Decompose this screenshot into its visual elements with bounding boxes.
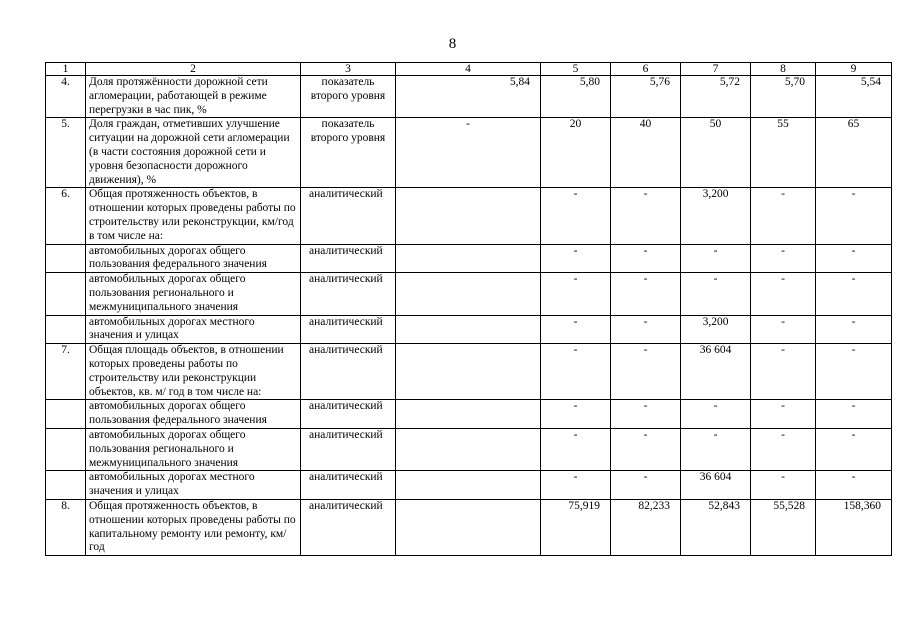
value-cell: 65 — [816, 118, 892, 188]
value-cell: 50 — [681, 118, 751, 188]
header-cell: 4 — [396, 63, 541, 76]
row-number — [46, 471, 86, 500]
value-cell — [396, 344, 541, 400]
indicator-name: автомобильных дорогах общего пользования регионального и межмуниципального значения — [86, 428, 301, 470]
header-cell: 8 — [751, 63, 816, 76]
value-cell: 40 — [611, 118, 681, 188]
header-cell: 7 — [681, 63, 751, 76]
value-cell — [396, 244, 541, 273]
indicator-type: аналитический — [301, 344, 396, 400]
row-number — [46, 428, 86, 470]
indicator-name: автомобильных дорогах местного значения и улицах — [86, 315, 301, 344]
value-cell — [396, 428, 541, 470]
table-row — [46, 118, 892, 188]
column-number-header — [46, 63, 892, 76]
value-cell: - — [681, 244, 751, 273]
value-cell: - — [816, 188, 892, 244]
value-cell — [396, 188, 541, 244]
indicator-type: аналитический — [301, 471, 396, 500]
value-cell: - — [816, 273, 892, 315]
value-cell: - — [541, 244, 611, 273]
value-cell: - — [611, 400, 681, 429]
value-cell: - — [541, 188, 611, 244]
indicator-type: аналитический — [301, 400, 396, 429]
value-cell — [396, 315, 541, 344]
value-cell: - — [816, 315, 892, 344]
indicator-type: аналитический — [301, 244, 396, 273]
value-cell: - — [816, 428, 892, 470]
indicator-type: аналитический — [301, 315, 396, 344]
indicator-name: автомобильных дорогах местного значения и улицах — [86, 471, 301, 500]
value-cell: - — [816, 400, 892, 429]
value-cell: - — [541, 471, 611, 500]
indicator-name: автомобильных дорогах общего пользования федерального значения — [86, 244, 301, 273]
value-cell: - — [751, 244, 816, 273]
value-cell: 55,528 — [751, 499, 816, 555]
indicator-name: автомобильных дорогах общего пользования регионального и межмуниципального значения — [86, 273, 301, 315]
header-cell: 2 — [86, 63, 301, 76]
value-cell: - — [681, 273, 751, 315]
table-row — [46, 315, 892, 344]
value-cell: 3,200 — [681, 315, 751, 344]
value-cell: - — [681, 400, 751, 429]
table-row — [46, 344, 892, 400]
value-cell: - — [611, 428, 681, 470]
value-cell: 5,72 — [681, 76, 751, 118]
value-cell — [396, 471, 541, 500]
row-number — [46, 400, 86, 429]
value-cell: - — [611, 315, 681, 344]
page-number: 8 — [448, 36, 457, 52]
row-number — [46, 315, 86, 344]
value-cell: - — [816, 471, 892, 500]
value-cell: - — [541, 273, 611, 315]
value-cell: 82,233 — [611, 499, 681, 555]
value-cell: - — [541, 344, 611, 400]
value-cell: - — [611, 273, 681, 315]
header-cell: 5 — [541, 63, 611, 76]
value-cell: 5,70 — [751, 76, 816, 118]
indicators-table — [45, 62, 892, 556]
value-cell: - — [611, 344, 681, 400]
indicator-name: Доля протяжённости дорожной сети агломерации, работающей в режиме перегрузки в час пик, % — [86, 76, 301, 118]
row-number: 4. — [46, 76, 86, 118]
value-cell: - — [396, 118, 541, 188]
indicator-name: Общая протяженность объектов, в отношении которых проведены работы по строительству или реконструкции, км/год в том числе на: — [86, 188, 301, 244]
value-cell: - — [611, 244, 681, 273]
indicator-name: Доля граждан, отметивших улучшение ситуации на дорожной сети агломерации (в части состояния дорожной сети и уровня безопасности дорожного движения), % — [86, 118, 301, 188]
value-cell: 5,80 — [541, 76, 611, 118]
indicator-type: показатель второго уровня — [301, 76, 396, 118]
value-cell — [396, 400, 541, 429]
value-cell: - — [816, 244, 892, 273]
value-cell: 158,360 — [816, 499, 892, 555]
value-cell — [396, 499, 541, 555]
header-cell: 1 — [46, 63, 86, 76]
value-cell: - — [751, 428, 816, 470]
value-cell: - — [816, 344, 892, 400]
table-row — [46, 499, 892, 555]
value-cell: 36 604 — [681, 344, 751, 400]
row-number: 6. — [46, 188, 86, 244]
table-row — [46, 76, 892, 118]
value-cell: - — [611, 471, 681, 500]
value-cell: - — [541, 400, 611, 429]
value-cell: - — [541, 315, 611, 344]
value-cell — [396, 273, 541, 315]
value-cell: - — [541, 428, 611, 470]
value-cell: - — [751, 344, 816, 400]
value-cell: 20 — [541, 118, 611, 188]
indicator-name: автомобильных дорогах общего пользования федерального значения — [86, 400, 301, 429]
value-cell: - — [751, 315, 816, 344]
value-cell: - — [611, 188, 681, 244]
table-row — [46, 471, 892, 500]
row-number: 5. — [46, 118, 86, 188]
value-cell: - — [751, 273, 816, 315]
value-cell: 36 604 — [681, 471, 751, 500]
value-cell: - — [751, 188, 816, 244]
indicator-name: Общая площадь объектов, в отношении которых проведены работы по строительству или реконструкции объектов, кв. м/ год в том числе на: — [86, 344, 301, 400]
value-cell: 52,843 — [681, 499, 751, 555]
table-row — [46, 244, 892, 273]
header-cell: 9 — [816, 63, 892, 76]
value-cell: 55 — [751, 118, 816, 188]
value-cell: - — [681, 428, 751, 470]
row-number: 8. — [46, 499, 86, 555]
value-cell: 5,84 — [396, 76, 541, 118]
value-cell: - — [751, 400, 816, 429]
value-cell: 5,54 — [816, 76, 892, 118]
indicator-name: Общая протяженность объектов, в отношении которых проведены работы по капитальному ремонту или ремонту, км/год — [86, 499, 301, 555]
value-cell: - — [751, 471, 816, 500]
row-number: 7. — [46, 344, 86, 400]
table-row — [46, 273, 892, 315]
indicator-type: аналитический — [301, 428, 396, 470]
value-cell: 5,76 — [611, 76, 681, 118]
indicator-type: показатель второго уровня — [301, 118, 396, 188]
table-row — [46, 428, 892, 470]
indicator-type: аналитический — [301, 499, 396, 555]
table-row — [46, 188, 892, 244]
row-number — [46, 244, 86, 273]
header-cell: 6 — [611, 63, 681, 76]
table-row — [46, 400, 892, 429]
indicator-type: аналитический — [301, 188, 396, 244]
value-cell: 75,919 — [541, 499, 611, 555]
value-cell: 3,200 — [681, 188, 751, 244]
indicator-type: аналитический — [301, 273, 396, 315]
header-cell: 3 — [301, 63, 396, 76]
row-number — [46, 273, 86, 315]
